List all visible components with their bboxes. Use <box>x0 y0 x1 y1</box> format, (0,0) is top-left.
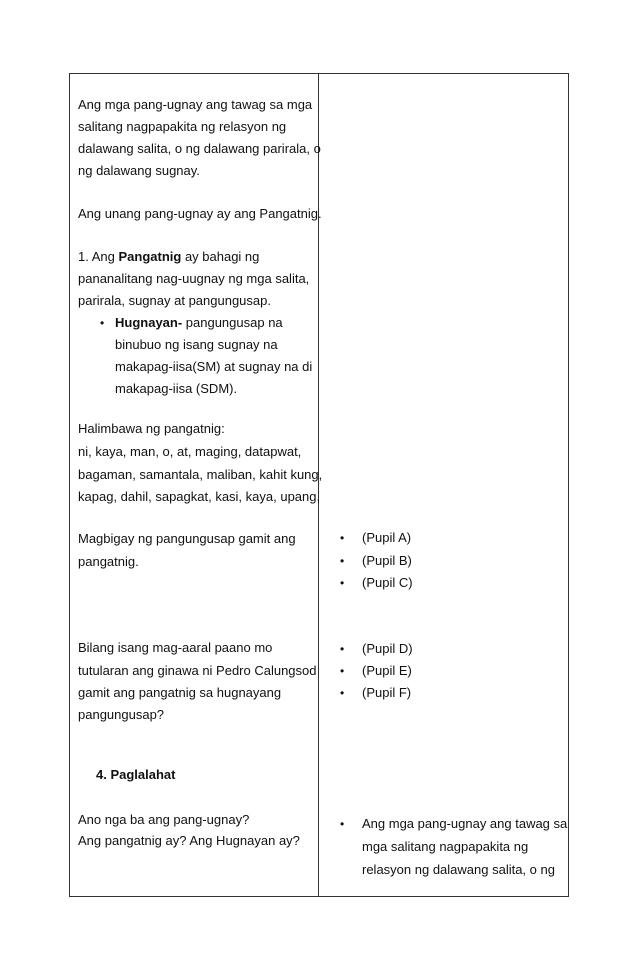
hugnayan-term: Hugnayan- <box>115 315 183 330</box>
bullet-icon: • <box>340 686 345 700</box>
def-prefix: 1. Ang <box>78 249 119 264</box>
pupil-response: (Pupil A) <box>362 530 412 545</box>
pupil-response: (Pupil C) <box>362 575 413 590</box>
intro-line: dalawang salita, o ng dalawang parirala, o <box>78 141 321 156</box>
pupil-response: (Pupil B) <box>362 553 412 568</box>
intro-line: Ang mga pang-ugnay ang tawag sa mga <box>78 97 313 112</box>
magbigay-line: Magbigay ng pangungusap gamit ang <box>78 531 296 546</box>
pupil-response: (Pupil E) <box>362 663 412 678</box>
bullet-icon: • <box>340 642 345 656</box>
hugnayan-line: binubuo ng isang sugnay na <box>115 337 278 352</box>
halimbawa-line: ni, kaya, man, o, at, maging, datapwat, <box>78 444 302 459</box>
bilang-line: Bilang isang mag-aaral paano mo <box>78 640 273 655</box>
intro-line: salitang nagpapakita ng relasyon ng <box>78 119 287 134</box>
hugnayan-line: makapag-iisa(SM) at sugnay na di <box>115 359 313 374</box>
paglalahat-heading: 4. Paglalahat <box>96 767 176 782</box>
lesson-table <box>69 73 569 897</box>
intro-line: ng dalawang sugnay. <box>78 163 200 178</box>
definition-line: parirala, sugnay at pangungusap. <box>78 293 271 308</box>
first-pangugnay-line: Ang unang pang-ugnay ay ang Pangatnig. <box>78 206 322 221</box>
bilang-line: pangungusap? <box>78 707 165 722</box>
answer-line: relasyon ng dalawang salita, o ng <box>362 862 555 877</box>
bullet-icon: • <box>100 316 105 330</box>
hugnayan-line: makapag-iisa (SDM). <box>115 381 238 396</box>
definition-line: pananalitang nag-uugnay ng mga salita, <box>78 271 310 286</box>
bullet-icon: • <box>340 531 345 545</box>
question-line: Ano nga ba ang pang-ugnay? <box>78 812 250 827</box>
halimbawa-title: Halimbawa ng pangatnig: <box>78 421 225 436</box>
halimbawa-line: kapag, dahil, sapagkat, kasi, kaya, upang, <box>78 489 321 504</box>
bullet-icon: • <box>340 817 345 831</box>
halimbawa-line: bagaman, samantala, maliban, kahit kung, <box>78 467 323 482</box>
bilang-line: gamit ang pangatnig sa hugnayang <box>78 685 282 700</box>
question-line: Ang pangatnig ay? Ang Hugnayan ay? <box>78 833 300 848</box>
magbigay-line: pangatnig. <box>78 554 139 569</box>
pangatnig-definition-line <box>78 246 259 268</box>
pupil-response: (Pupil D) <box>362 641 413 656</box>
def-bold-term: Pangatnig <box>118 249 182 264</box>
answer-line: mga salitang nagpapakita ng <box>362 839 529 854</box>
hugnayan-rest: pangungusap na <box>182 315 283 330</box>
bilang-line: tutularan ang ginawa ni Pedro Calungsod <box>78 663 317 678</box>
def-suffix: ay bahagi ng <box>181 249 260 264</box>
hugnayan-line <box>115 312 283 334</box>
pupil-response: (Pupil F) <box>362 685 412 700</box>
bullet-icon: • <box>340 576 345 590</box>
bullet-icon: • <box>340 664 345 678</box>
bullet-icon: • <box>340 554 345 568</box>
answer-line: Ang mga pang-ugnay ang tawag sa <box>362 816 568 831</box>
